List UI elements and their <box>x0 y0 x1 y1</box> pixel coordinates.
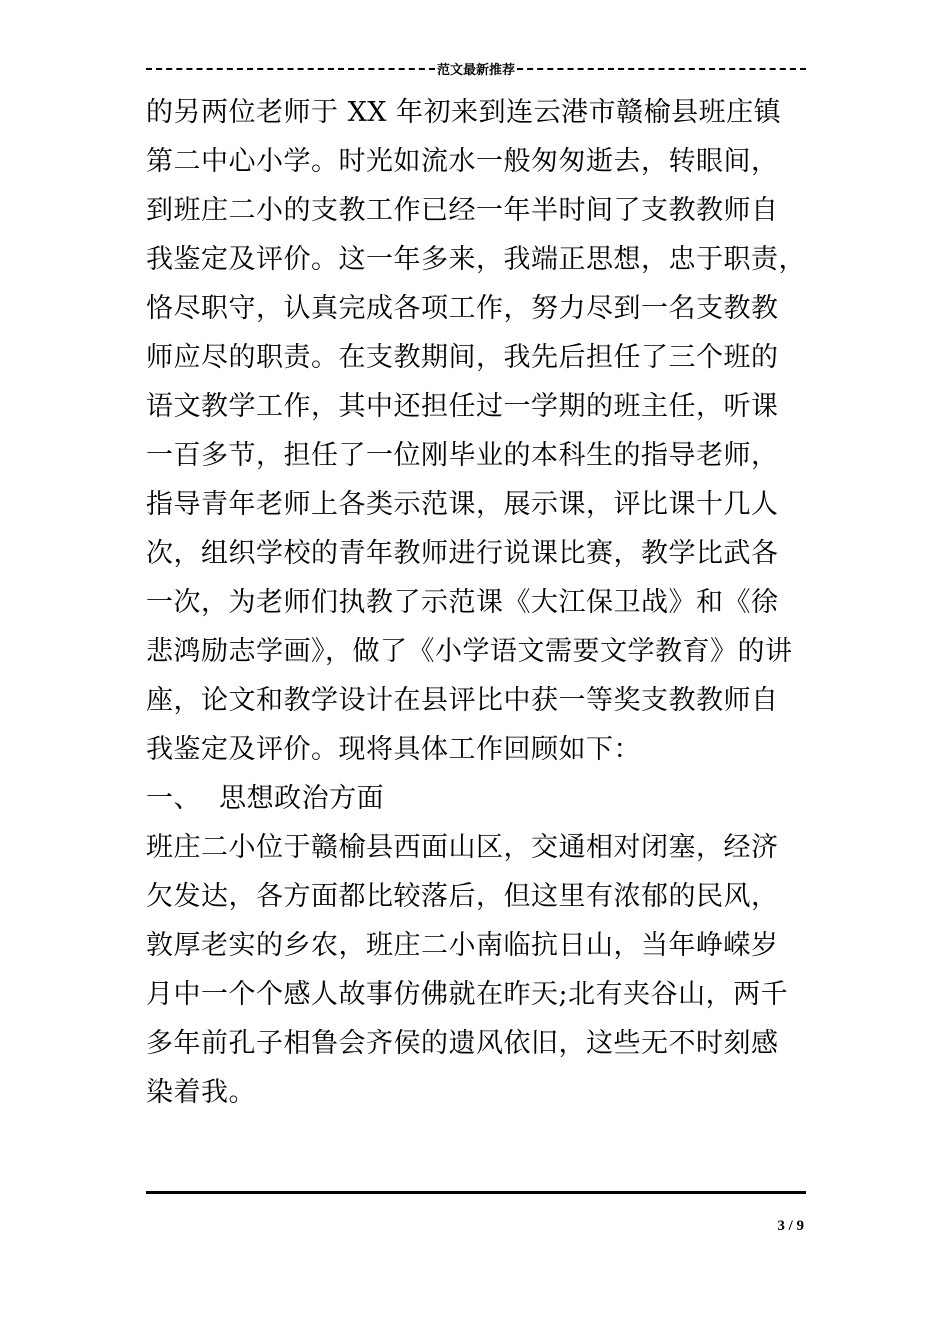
body-line: 我鉴定及评价。这一年多来，我端正思想，忠于职责， <box>146 244 806 275</box>
section-heading: 一、 思想政治方面 <box>146 783 385 814</box>
body-line: 座，论文和教学设计在县评比中获一等奖支教教师自 <box>146 685 779 716</box>
body-line: 一百多节，担任了一位刚毕业的本科生的指导老师， <box>146 440 779 471</box>
header-dash-left <box>146 68 435 70</box>
body-line: 月中一个个感人故事仿佛就在昨天;北有夹谷山，两千 <box>146 979 789 1010</box>
body-line: 一次，为老师们执教了示范课《大江保卫战》和《徐 <box>146 587 779 618</box>
page-number: 3 / 9 <box>777 1218 804 1234</box>
header-label: 范文最新推荐 <box>437 62 516 78</box>
body-line: 恪尽职守，认真完成各项工作，努力尽到一名支教教 <box>146 293 779 324</box>
body-line: 次，组织学校的青年教师进行说课比赛，教学比武各 <box>146 538 779 569</box>
body-line: 语文教学工作，其中还担任过一学期的班主任，听课 <box>146 391 779 422</box>
footer-rule <box>146 1191 806 1194</box>
body-line: 师应尽的职责。在支教期间，我先后担任了三个班的 <box>146 342 779 373</box>
body-line: 欠发达，各方面都比较落后，但这里有浓郁的民风， <box>146 881 779 912</box>
header-dash-right <box>517 68 806 70</box>
body-line: 第二中心小学。时光如流水一般匆匆逝去，转眼间， <box>146 146 779 177</box>
body-line: 我鉴定及评价。现将具体工作回顾如下： <box>146 734 641 765</box>
page-header <box>146 58 806 78</box>
body-line: 指导青年老师上各类示范课，展示课，评比课十几人 <box>146 489 779 520</box>
body-line: 班庄二小位于赣榆县西面山区，交通相对闭塞，经济 <box>146 832 779 863</box>
body-line: 染着我。 <box>146 1077 256 1108</box>
body-line: 的另两位老师于 XX 年初来到连云港市赣榆县班庄镇 <box>146 97 782 128</box>
body-line: 多年前孔子相鲁会齐侯的遗风依旧，这些无不时刻感 <box>146 1028 779 1059</box>
body-line: 到班庄二小的支教工作已经一年半时间了支教教师自 <box>146 195 779 226</box>
document-body <box>146 88 812 1117</box>
body-line: 敦厚老实的乡农，班庄二小南临抗日山，当年峥嵘岁 <box>146 930 779 961</box>
body-line: 悲鸿励志学画》，做了《小学语文需要文学教育》的讲 <box>146 636 793 667</box>
